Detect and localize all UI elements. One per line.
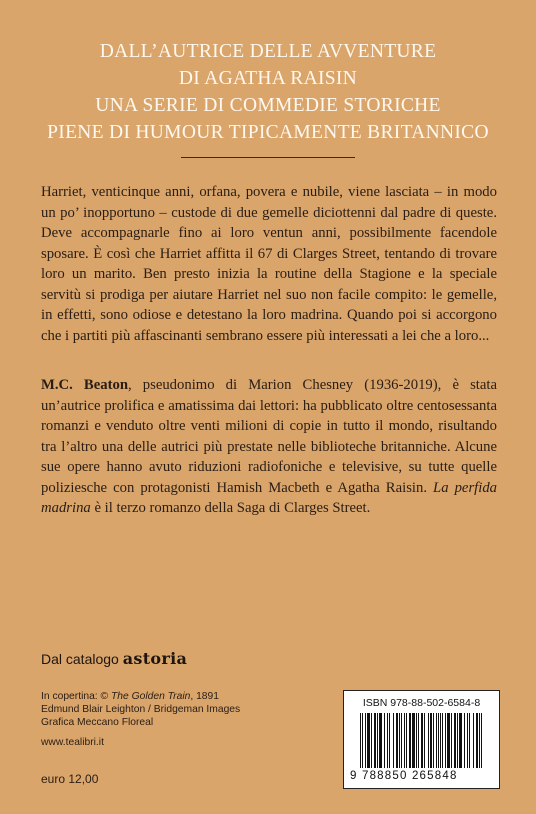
barcode-box: [343, 690, 500, 789]
cover-credits: [41, 690, 240, 729]
author-name: M.C. Beaton: [41, 377, 128, 393]
bio-text: , pseudonimo di Marion Chesney (1936-2019), è stata un’autrice prolifica e amatissima dai lettori: ha pubblicato oltre centosessanta romanzi e venduto oltre venti milioni di copie in tutto il mondo, risultando tra l’altro una delle autrici più prestate nelle biblioteche britanniche. Alcune sue opere hanno avuto riduzioni radiofoniche e televisive, su tutte quelle poliziesche con protagonisti Hamish Macbeth e Agatha Raisin.: [41, 377, 497, 496]
tagline-line: DI AGATHA RAISIN: [178, 68, 358, 89]
artwork-year: , 1891: [190, 691, 219, 702]
synopsis: Harriet, venticinque anni, orfana, povera e nubile, viene lasciata – in modo un po’ inopportuno – custode di due gemelle diciottenni dal padre di queste. Deve accompagnarle fino ai loro ventun anni, possibilmente facendole sposare. È così che Harriet affitta il 67 di Clarges Street, tentando di trovare loro un marito. Ben presto inizia la routine della Stagione e la speciale servitù si prodiga per aiutare Harriet nel suo non facile compito: le gemelle, in effetti, sono odiose e detestano la loro madrina. Quando poi si accorgono che i partiti più affascinanti sembrano essere più interessati a lei che a loro...: [41, 184, 497, 344]
tagline-line: UNA SERIE DI COMMEDIE STORICHE: [95, 95, 441, 116]
astoria-logo: astoria: [122, 649, 188, 668]
barcode-number: 9 788850 265848: [350, 770, 458, 782]
price: euro 12,00: [41, 772, 99, 786]
credit-design: Grafica Meccano Floreal: [41, 717, 154, 728]
catalog-line: [41, 649, 187, 668]
tagline: [0, 38, 536, 146]
bio-text-end: è il terzo romanzo della Saga di Clarges Street.: [90, 500, 371, 516]
divider-rule: [181, 157, 355, 158]
isbn-label: ISBN 978-88-502-6584-8: [362, 697, 481, 709]
website: www.tealibri.it: [41, 737, 104, 748]
tagline-line: DALL’AUTRICE DELLE AVVENTURE: [99, 41, 437, 62]
tagline-line: PIENE DI HUMOUR TIPICAMENTE BRITANNICO: [47, 122, 489, 143]
credit-prefix: In copertina: ©: [41, 691, 111, 702]
credit-artist: Edmund Blair Leighton / Bridgeman Images: [41, 704, 241, 715]
barcode-image: [360, 713, 484, 771]
book-title: La perfida madrina: [41, 479, 498, 516]
author-bio: [41, 375, 497, 519]
catalog-label: Dal catalogo: [41, 651, 119, 667]
artwork-title: The Golden Train: [110, 691, 191, 702]
